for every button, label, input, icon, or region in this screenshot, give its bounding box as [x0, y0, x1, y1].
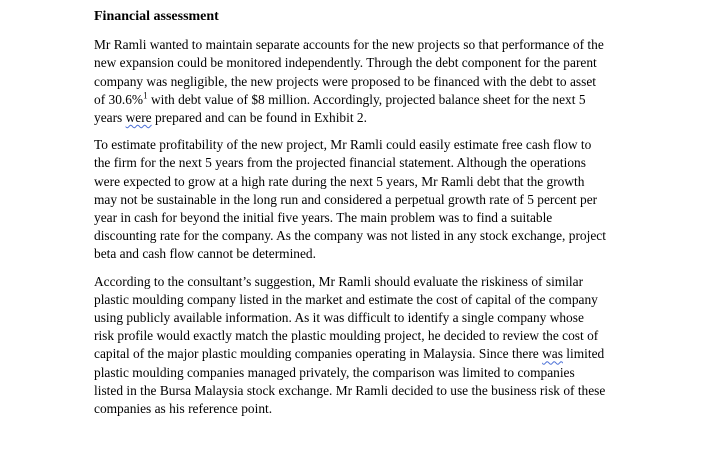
text-line: According to the consultant’s suggestion, Mr Ramli should evaluate the riskiness of similar [94, 273, 584, 289]
text-line: beta and cash flow cannot be determined. [94, 246, 316, 262]
text-fragment: with debt value of $8 million. Accordingly, projected balance sheet for the next 5 [147, 91, 586, 107]
text-line: Mr Ramli wanted to maintain separate accounts for the new projects so that performance of the [94, 37, 604, 53]
text-line [94, 109, 698, 127]
text-fragment: limited [562, 346, 605, 362]
text-line [94, 345, 698, 363]
text-line: may not be sustainable in the long run and considered a perpetual growth rate of 5 percent per [94, 191, 598, 207]
text-line: using publicly available information. As it was difficult to identify a single company whose [94, 310, 584, 326]
text-line: the firm for the next 5 years from the projected financial statement. Although the operations [94, 155, 586, 171]
text-fragment: of 30.6% [94, 91, 144, 107]
document-body [94, 8, 698, 427]
text-line: were expected to grow at a high rate during the next 5 years, Mr Ramli debt that the growth [94, 173, 585, 189]
text-line: plastic moulding companies managed privately, the comparison was limited to companies [94, 364, 575, 380]
text-line [94, 91, 698, 109]
text-fragment: capital of the major plastic moulding companies operating in Malaysia. Since there [94, 346, 543, 362]
paragraph-1 [94, 36, 698, 127]
grammar-flagged-word[interactable]: were [125, 110, 152, 126]
text-line: discounting rate for the company. As the company was not listed in any stock exchange, project [94, 228, 606, 244]
text-line: company was negligible, the new projects were proposed to be financed with the debt to asset [94, 73, 596, 89]
text-line: plastic moulding company listed in the market and estimate the cost of capital of the company [94, 291, 598, 307]
paragraph-2 [94, 136, 698, 263]
paragraph-3 [94, 273, 698, 419]
text-fragment: prepared and can be found in Exhibit 2. [151, 110, 367, 126]
text-line: risk profile would exactly match the plastic moulding project, he decided to review the cost of [94, 328, 599, 344]
text-line: listed in the Bursa Malaysia stock exchange. Mr Ramli decided to use the business risk of these [94, 382, 606, 398]
footnote-marker: 1 [143, 90, 148, 101]
text-line: To estimate profitability of the new project, Mr Ramli could easily estimate free cash flow to [94, 137, 592, 153]
section-heading: Financial assessment [94, 9, 219, 24]
text-line: new expansion could be monitored independently. Through the debt component for the parent [94, 55, 597, 71]
grammar-flagged-word[interactable]: was [542, 346, 563, 362]
text-line: companies as his reference point. [94, 401, 273, 417]
text-line: year in cash for beyond the initial five years. The main problem was to find a suitable [94, 210, 553, 226]
text-fragment: years [94, 110, 126, 126]
